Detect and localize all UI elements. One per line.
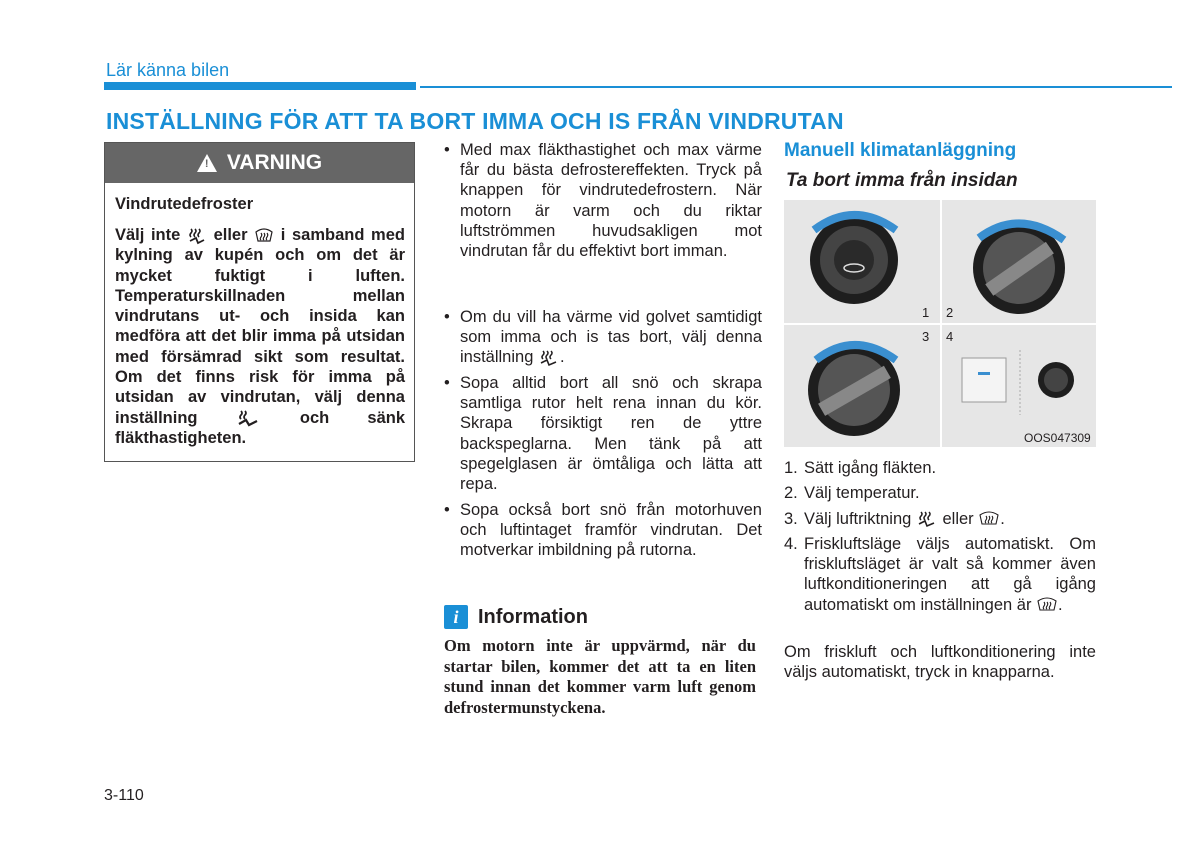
- steps-list: [784, 458, 1096, 620]
- defrost-icon: [254, 227, 274, 245]
- info-body: Om motorn inte är uppvärmd, när du startar bilen, kommer det att ta en liten stund innan det kommer varm luft genom defrostermunstyckena.: [444, 636, 756, 717]
- defrost-icon: [978, 510, 1000, 528]
- photo-label-2: 2: [946, 305, 954, 320]
- list-item: 1. Sätt igång fläkten.: [784, 459, 937, 477]
- photo-label-3: 3: [922, 329, 930, 344]
- warning-subheading: Vindrutedefroster: [115, 195, 254, 213]
- list-item: 3. Välj luftriktning eller .: [784, 509, 1005, 528]
- right-subheading: Ta bort imma från insidan: [786, 170, 1018, 191]
- header-rule-thin: [420, 86, 1172, 88]
- defrost-icon: [1036, 596, 1058, 614]
- floor-defrost-icon: [538, 349, 560, 367]
- floor-defrost-icon: [916, 510, 938, 528]
- list-item: • Om du vill ha värme vid golvet samtidigt som imma och is tas bort, välj denna inställning .: [444, 308, 762, 367]
- page-title: INSTÄLLNING FÖR ATT TA BORT IMMA OCH IS FRÅN VINDRUTAN: [106, 108, 844, 134]
- section-title: Lär känna bilen: [106, 60, 230, 80]
- photo-label-4: 4: [946, 329, 954, 344]
- photo-code: OOS047309: [1024, 431, 1091, 445]
- photo-label-1: 1: [922, 305, 930, 320]
- floor-defrost-icon: [187, 227, 207, 245]
- warning-header: [105, 143, 414, 183]
- list-item: • Med max fläkthastighet och max värme får du bästa defrostereffekten. Tryck på knappen för vindrutedefrostern. När motorn är varm och du riktar luftströmmen huvudsakligen mot vindrutan får du effektivt bort imman.: [444, 141, 762, 261]
- knob-2: [973, 222, 1065, 314]
- warning-body: Välj inte eller i samband med kylning av kupén och om det är mycket fuktigt i luften. Temperaturskillnaden mellan vindrutans ut- och insida kan medföra att det blir imma på utsidan med försämrad sikt som resultat. Om det finns risk för imma på utsidan av vindrutan, välj denna inställning och sänk fläkthastigheten.: [115, 226, 405, 447]
- knob-3: [808, 344, 900, 436]
- warning-heading: VARNING: [226, 151, 323, 174]
- info-icon: i: [444, 605, 468, 629]
- list-item: 2. Välj temperatur.: [784, 484, 920, 503]
- header-rule-thick: [104, 82, 416, 90]
- info-title: Information: [478, 606, 588, 628]
- list-item: • Sopa också bort snö från motorhuven och luftintaget framför vindrutan. Det motverkar imbildning på rutorna.: [444, 501, 762, 560]
- page-number: 3-110: [104, 787, 144, 804]
- after-steps-text: Om friskluft och luftkonditionering inte väljs automatiskt, tryck in knapparna.: [784, 643, 1096, 682]
- floor-defrost-icon: [236, 409, 262, 427]
- warning-icon: !: [197, 154, 217, 172]
- warning-box: [104, 142, 415, 462]
- right-heading: Manuell klimatanläggning: [784, 140, 1017, 161]
- list-item: 4. Friskluftsläge väljs automatiskt. Om friskluftsläget är valt så kommer även luftkonditioneringen att gå igång automatiskt om inställningen är .: [784, 534, 1096, 614]
- climate-control-photo: [784, 200, 1096, 447]
- list-item: • Sopa alltid bort all snö och skrapa samtliga rutor helt rena innan du kör. Skrapa försiktigt ren de yttre backspeglarna. Men tänk på att spegelglasen är ömtåliga och lätta att repa.: [444, 374, 762, 494]
